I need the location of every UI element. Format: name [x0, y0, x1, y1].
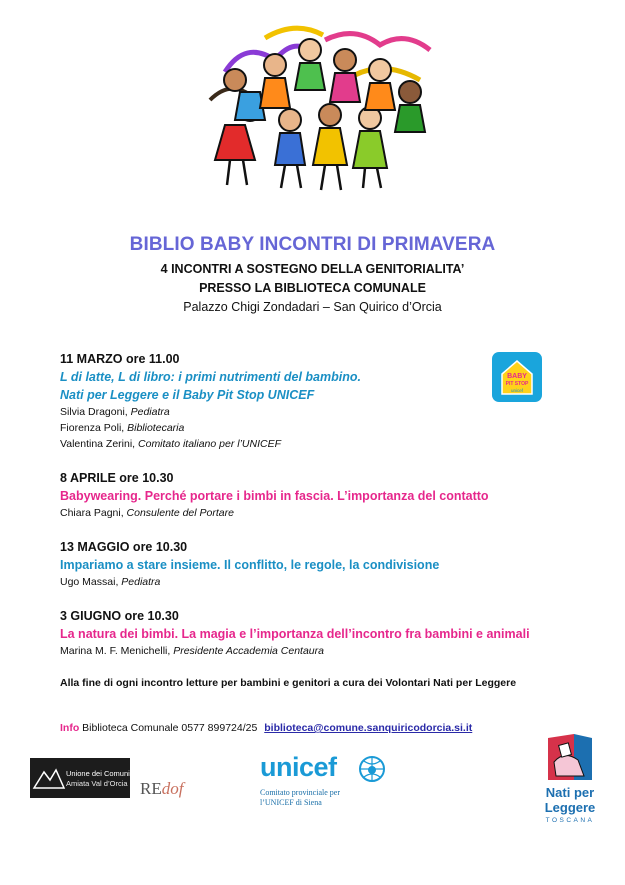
closing-note: Alla fine di ogni incontro letture per bambini e genitori a cura dei Volontari Nati per Leggere [60, 677, 517, 689]
email-link[interactable]: biblioteca@comune.sanquiricodorcia.si.it [264, 722, 473, 734]
event-speaker: Silvia Dragoni, Pediatra [60, 406, 170, 418]
baby-pit-stop-house-icon [492, 352, 542, 402]
event-topic: L di latte, L di libro: i primi nutrimenti del bambino. [60, 370, 361, 384]
unicef-logo-line-1: Comitato provinciale per [260, 788, 340, 797]
unicef-logo-line-2: l’UNICEF di Siena [260, 798, 322, 807]
event-speaker: Chiara Pagni, Consulente del Portare [60, 507, 234, 519]
page-title: BIBLIO BABY INCONTRI DI PRIMAVERA [129, 234, 496, 255]
redof-logo-text: REdof [140, 779, 184, 798]
event-topic: Impariamo a stare insieme. Il conflitto, le regole, la condivisione [60, 558, 440, 572]
unicef-globe-icon [358, 755, 386, 783]
event-speaker: Fiorenza Poli, Bibliotecaria [60, 422, 185, 434]
event-speaker: Marina M. F. Menichelli, Presidente Accademia Centaura [60, 645, 324, 657]
npl-logo-line-1: Nati per [545, 785, 595, 800]
mountain-icon [32, 758, 66, 798]
unicef-wordmark: unicef [260, 752, 337, 782]
npl-logo-line-3: TOSCANA [545, 817, 595, 824]
event-block [60, 538, 580, 590]
event-topic: La natura dei bimbi. La magia e l’importanza dell’incontro fra bambini e animali [60, 627, 530, 641]
redof-logo [140, 775, 212, 805]
event-date: 3 GIUGNO ore 10.30 [60, 609, 179, 623]
union-logo-line-2: Amiata Val d’Orcia [66, 779, 128, 788]
event-speaker: Ugo Massai, Pediatra [60, 576, 161, 588]
svg-text:PIT STOP: PIT STOP [505, 381, 529, 387]
event-speaker: Valentina Zerini, Comitato italiano per l’UNICEF [60, 438, 281, 450]
subtitle-line-2: PRESSO LA BIBLIOTECA COMUNALE [199, 281, 426, 295]
dancing-children-illustration [205, 20, 437, 192]
unione-comuni-logo [30, 758, 130, 798]
nati-per-leggere-logo [538, 732, 602, 828]
info-label: Info [60, 722, 80, 734]
book-reading-icon [544, 732, 596, 784]
svg-text:BABY: BABY [507, 373, 527, 380]
union-logo-line-1: Unione dei Comuni [66, 769, 130, 778]
unicef-logo [260, 752, 390, 812]
event-date: 13 MAGGIO ore 10.30 [60, 540, 188, 554]
info-text: Biblioteca Comunale 0577 899724/25 [82, 722, 258, 734]
venue-line: Palazzo Chigi Zondadari – San Quirico d’Orcia [183, 300, 442, 314]
subtitle-line-1: 4 INCONTRI A SOSTEGNO DELLA GENITORIALITA’ [160, 262, 465, 276]
baby-pit-stop-badge [492, 352, 542, 402]
event-date: 11 MARZO ore 11.00 [60, 352, 180, 366]
npl-logo-line-2: Leggere [544, 800, 596, 815]
event-date: 8 APRILE ore 10.30 [60, 471, 174, 485]
svg-text:unicef: unicef [510, 388, 524, 393]
info-line [60, 722, 472, 734]
event-block [60, 607, 580, 659]
event-block [60, 469, 580, 521]
event-topic: Nati per Leggere e il Baby Pit Stop UNICEF [60, 388, 315, 402]
event-topic: Babywearing. Perché portare i bimbi in fascia. L’importanza del contatto [60, 489, 489, 503]
